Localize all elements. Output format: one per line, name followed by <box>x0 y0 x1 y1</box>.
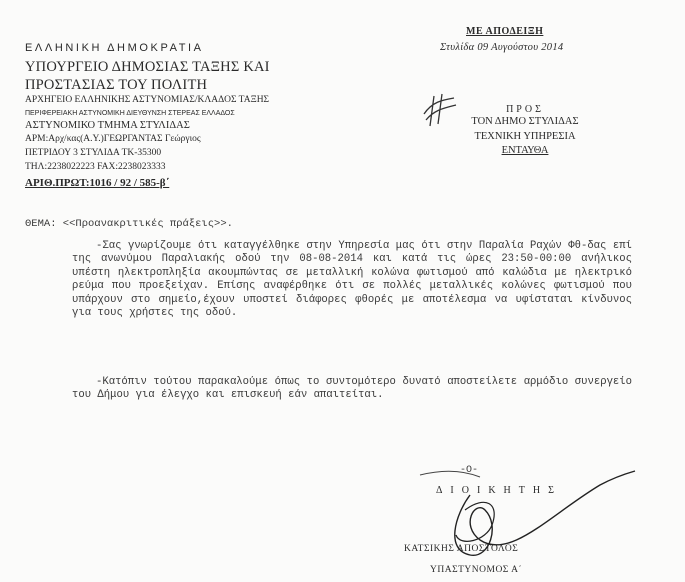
regional-directorate: ΠΕΡΙΦΕΡΕΙΑΚΗ ΑΣΤΥΝΟΜΙΚΗ ΔΙΕΥΘΥΝΣΗ ΣΤΕΡΕΑΣ ΕΛΛΑΔΟΣ <box>25 110 235 117</box>
recipient-to: ΠΡΟΣ <box>506 104 544 115</box>
body-paragraph-1: -Σας γνωρίζουμε ότι καταγγέλθηκε στην Υπηρεσία μας ότι στην Παραλία Ραχών Φθ-δας επί της ανωνύμου Παραλιακής οδού την 08-08-2014 και κατά τις ώρες 23:50-00:00 ανήλικος υπέστη ηλεκτροπληξία ακουμπώντας σε μεταλλική κολώνα φωτισμού από καλώδια με ηλεκτρικό ρεύμα που προεξείχαν. Επίσης αναφέρθηκε ότι σε πολλές μεταλλικές κολώνες φωτισμού που υπάρχουν στο σημείο,έχουν υποστεί διάφορες φθορές με αποτέλεσμα να υφίσταται κίνδυνος για τους χρήστες της οδού. <box>72 240 632 320</box>
address-line: ΠΕΤΡΙΔΟΥ 3 ΣΤΥΛΙΔΑ ΤΚ-35300 <box>25 148 162 158</box>
recipient-municipality: ΤΟΝ ΔΗΜΟ ΣΤΥΛΙΔΑΣ <box>471 116 579 127</box>
ministry-line-2: ΠΡΟΣΤΑΣΙΑΣ ΤΟΥ ΠΟΛΙΤΗ <box>25 77 208 93</box>
letter-subject: ΘΕΜΑ: <<Προανακριτικές πράξεις>>. <box>25 218 233 230</box>
letter-date: Στυλίδα 09 Αυγούστου 2014 <box>440 42 564 53</box>
protocol-number: ΑΡΙΘ.ΠΡΩΤ:1016 / 92 / 585-β΄ <box>25 177 170 189</box>
responsible-officer: ΑΡΜ:Αρχ/κας(Α.Υ.)ΓΕΩΡΓΑΝΤΑΣ Γεώργιος <box>25 134 201 144</box>
body-paragraph-2: -Κατόπιν τούτου παρακαλούμε όπως το συντομότερο δυνατό αποστείλετε αρμόδιο συνεργείο του Δήμου για έλεγχο και επισκευή εάν απαιτείται. <box>72 376 632 402</box>
headquarters-line: ΑΡΧΗΓΕΙΟ ΕΛΛΗΝΙΚΗΣ ΑΣΤΥΝΟΜΙΑΣ/ΚΛΑΔΟΣ ΤΑΞΗΣ <box>25 95 270 105</box>
signature-mark: -Ο- <box>460 465 479 476</box>
signatory-rank: ΥΠΑΣΤΥΝΟΜΟΣ Α΄ <box>430 565 523 575</box>
phone-fax-line: ΤΗΛ:2238022223 FAX:2238023333 <box>25 162 166 172</box>
republic-heading: ΕΛΛΗΝΙΚΗ ΔΗΜΟΚΡΑΤΙΑ <box>25 42 204 54</box>
recipient-location: ΕΝΤΑΥΘΑ <box>501 145 549 156</box>
ministry-line-1: ΥΠΟΥΡΓΕΙΟ ΔΗΜΟΣΙΑΣ ΤΑΞΗΣ ΚΑΙ <box>25 59 270 75</box>
delivery-note: ΜΕ ΑΠΟΔΕΙΞΗ <box>466 26 544 37</box>
police-department: ΑΣΤΥΝΟΜΙΚΟ ΤΜΗΜΑ ΣΤΥΛΙΔΑΣ <box>25 120 190 131</box>
signatory-name: ΚΑΤΣΙΚΗΣ ΑΠΟΣΤΟΛΟΣ <box>404 544 519 554</box>
signature-title: ΔΙΟΙΚΗΤΗΣ <box>436 485 562 496</box>
recipient-service: ΤΕΧΝΙΚΗ ΥΠΗΡΕΣΙΑ <box>474 131 576 142</box>
